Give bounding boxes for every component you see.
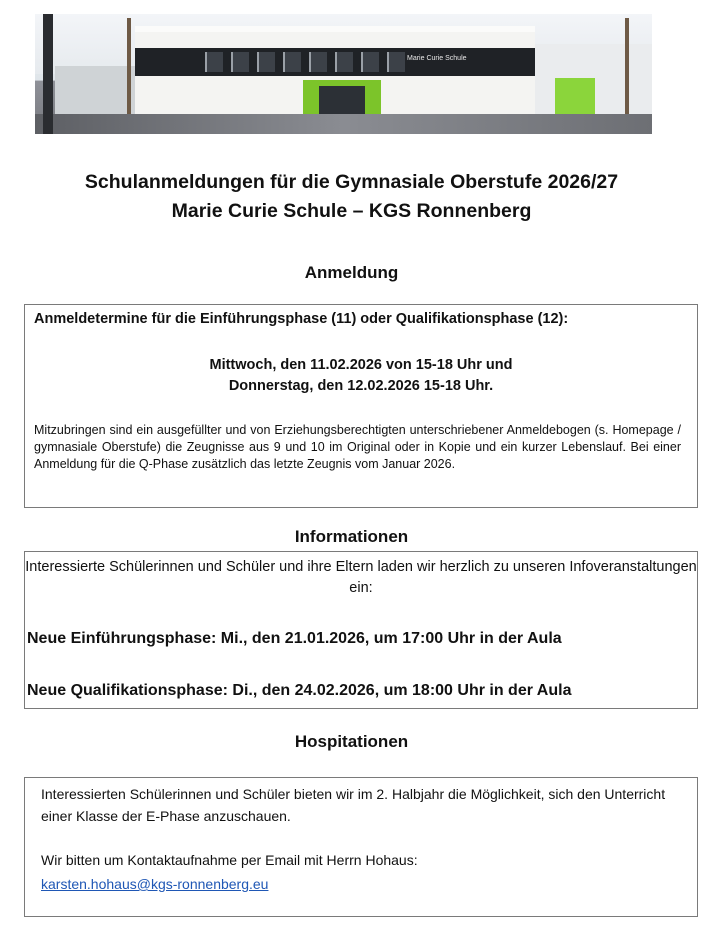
title-line-1: Schulanmeldungen für die Gymnasiale Oberstufe 2026/27 [84, 171, 619, 193]
informationen-box [24, 551, 698, 709]
anmeldung-text: Mitzubringen sind ein ausgefüllter und von Erziehungsberechtigten unterschriebener Anmeldebogen (s. Homepage / gymnasiale Oberstufe) die Zeugnisse aus 9 und 10 im Original oder in Kopie und ein kurzer Lebenslauf. Bei einer Anmeldung für die Q-Phase zusätzlich das letzte Zeugnis vom Januar 2026. [34, 423, 681, 471]
anmeldung-date-2: Donnerstag, den 12.02.2026 15-18 Uhr. [228, 378, 494, 394]
title-line-2: Marie Curie Schule – KGS Ronnenberg [171, 200, 532, 222]
anmeldung-dates [25, 355, 697, 397]
informationen-heading: Informationen [294, 527, 409, 546]
anmeldung-heading: Anmeldung [304, 263, 399, 282]
hospitationen-contact-text: Wir bitten um Kontaktaufnahme per Email mit Herrn Hohaus: [41, 852, 418, 868]
hospitationen-heading: Hospitationen [294, 732, 409, 751]
hospitationen-text: Interessierten Schülerinnen und Schüler bieten wir im 2. Halbjahr die Möglichkeit, sich den Unterricht einer Klasse der E-Phase anzuschauen. [41, 786, 666, 824]
hospitationen-box [24, 777, 698, 917]
anmeldung-box [24, 304, 698, 508]
event-einfuehrungsphase: Neue Einführungsphase: Mi., den 21.01.2026, um 17:00 Uhr in der Aula [27, 630, 562, 647]
page-title [0, 168, 703, 226]
anmeldung-date-1: Mittwoch, den 11.02.2026 von 15-18 Uhr und [209, 357, 513, 373]
anmeldung-box-heading: Anmeldetermine für die Einführungsphase (11) oder Qualifikationsphase (12): [34, 311, 569, 327]
event-qualifikationsphase: Neue Qualifikationsphase: Di., den 24.02.2026, um 18:00 Uhr in der Aula [27, 682, 572, 699]
informationen-intro: Interessierte Schülerinnen und Schüler und ihre Eltern laden wir herzlich zu unseren Infoveranstaltungen ein: [25, 559, 697, 596]
building-sign: Marie Curie Schule [407, 55, 467, 62]
school-building-photo [35, 14, 652, 134]
email-link[interactable]: karsten.hohaus@kgs-ronnenberg.eu [41, 876, 269, 892]
